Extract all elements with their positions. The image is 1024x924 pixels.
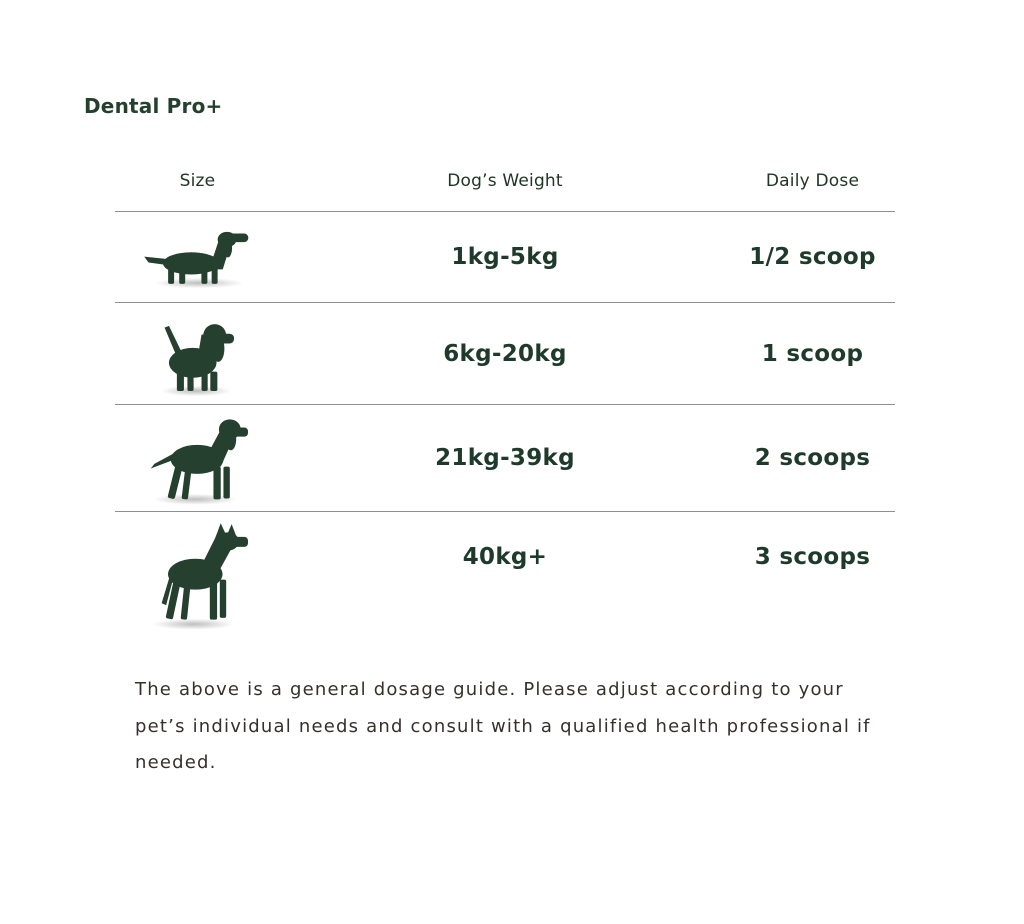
- dosage-note: The above is a general dosage guide. Please adjust according to your pet’s individual needs and consult with a qualified health professional if needed.: [135, 679, 871, 773]
- beagle-icon: [154, 310, 242, 398]
- labrador-icon: [148, 410, 248, 506]
- weight-value: 6kg-20kg: [443, 340, 567, 367]
- table-header-row: [115, 150, 895, 212]
- dachshund-icon: [142, 225, 254, 289]
- dose-value: 1 scoop: [761, 340, 864, 367]
- column-header-dose: Daily Dose: [765, 170, 860, 191]
- great-dane-icon: [148, 521, 248, 631]
- dose-value: 1/2 scoop: [749, 244, 876, 270]
- dose-value: 2 scoops: [754, 445, 871, 471]
- weight-value: 21kg-39kg: [435, 445, 575, 471]
- table-row: [115, 405, 895, 512]
- table-row: [115, 512, 895, 640]
- table-row: [115, 303, 895, 405]
- weight-value: 40kg+: [462, 544, 548, 570]
- weight-value: 1kg-5kg: [451, 244, 559, 270]
- table-row: [115, 212, 895, 303]
- page-title: Dental Pro+: [84, 94, 223, 118]
- column-header-size: Size: [179, 170, 216, 191]
- column-header-weight: Dog’s Weight: [447, 170, 563, 191]
- dose-value: 3 scoops: [754, 544, 871, 570]
- dosage-table: [115, 150, 895, 640]
